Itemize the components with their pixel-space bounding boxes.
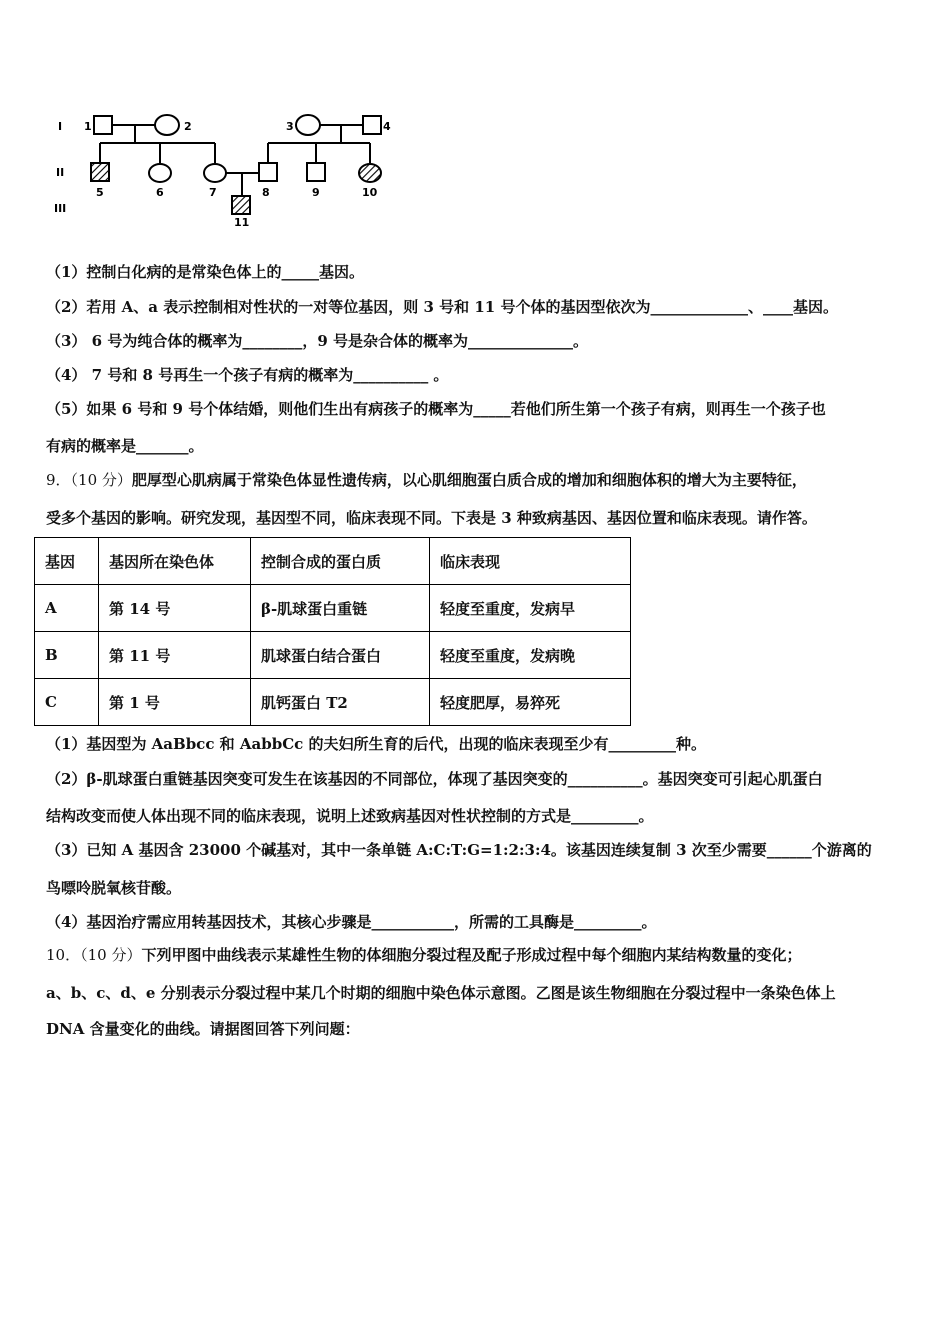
- table-cell: β-肌球蛋白重链: [251, 585, 430, 632]
- q9-part-3-cont: 鸟嘌呤脱氧核苷酸。: [46, 879, 182, 897]
- q8-part-5: （5）如果 6 号和 9 号个体结婚，则他们生出有病孩子的概率为_____若他们所生第一个孩子有病，则再生一个孩子也: [46, 400, 826, 418]
- individual-3-female: [296, 115, 320, 135]
- table-cell: A: [35, 585, 99, 632]
- q10-intro: [46, 944, 801, 965]
- table-header-cell: 临床表现: [430, 538, 631, 585]
- table-row: [35, 585, 631, 632]
- table-header-row: [35, 538, 631, 585]
- gene-table: [34, 537, 631, 726]
- individual-4-male: [363, 116, 381, 134]
- table-cell: 轻度至重度，发病早: [430, 585, 631, 632]
- individual-9-male: [307, 163, 325, 181]
- q8-part-5-cont: 有病的概率是_______。: [46, 437, 204, 455]
- individual-label-4: 4: [383, 120, 391, 133]
- table-cell: 肌钙蛋白 T2: [251, 679, 430, 726]
- individual-label-1: 1: [84, 120, 92, 133]
- q9-part-3: （3）已知 A 基因含 23000 个碱基对，其中一条单链 A:C:T:G=1:2:3:4。该基因连续复制 3 次至少需要______个游离的: [46, 841, 872, 859]
- individual-label-6: 6: [156, 186, 164, 199]
- q9-part-2: （2）β-肌球蛋白重链基因突变可发生在该基因的不同部位，体现了基因突变的__________。基因突变可引起心肌蛋白: [46, 770, 823, 788]
- table-cell: 第 11 号: [99, 632, 251, 679]
- q8-part-1: （1）控制白化病的是常染色体上的_____基因。: [46, 263, 364, 281]
- q8-part-4: （4） 7 号和 8 号再生一个孩子有病的概率为__________ 。: [46, 366, 449, 384]
- table-row: [35, 632, 631, 679]
- table-cell: 轻度至重度，发病晚: [430, 632, 631, 679]
- table-cell: C: [35, 679, 99, 726]
- q9-number: 9．（10 分）: [46, 471, 132, 489]
- q9-intro-cont: 受多个基因的影响。研究发现，基因型不同，临床表现不同。下表是 3 种致病基因、基因位置和临床表现。请作答。: [46, 509, 817, 527]
- table-cell: 第 14 号: [99, 585, 251, 632]
- q8-part-2: （2）若用 A、a 表示控制相对性状的一对等位基因，则 3 号和 11 号个体的基因型依次为_____________、____基因。: [46, 298, 838, 316]
- table-cell: 轻度肥厚，易猝死: [430, 679, 631, 726]
- generation-label-iii: III: [54, 202, 67, 215]
- individual-label-3: 3: [286, 120, 294, 133]
- individual-1-male: [94, 116, 112, 134]
- q8-part-3: （3） 6 号为纯合体的概率为________，9 号是杂合体的概率为______________。: [46, 332, 588, 350]
- table-row: [35, 679, 631, 726]
- individual-label-7: 7: [209, 186, 217, 199]
- individual-10-affected-female: [359, 164, 381, 182]
- individual-label-10: 10: [362, 186, 378, 199]
- generation-label-i: I: [58, 120, 63, 133]
- individual-label-2: 2: [184, 120, 192, 133]
- q10-intro-cont-2: DNA 含量变化的曲线。请据图回答下列问题：: [46, 1020, 360, 1038]
- table-cell: B: [35, 632, 99, 679]
- table-cell: 第 1 号: [99, 679, 251, 726]
- table-header-cell: 基因所在染色体: [99, 538, 251, 585]
- individual-label-8: 8: [262, 186, 270, 199]
- table-header-cell: 基因: [35, 538, 99, 585]
- q9-part-1: （1）基因型为 AaBbcc 和 AabbCc 的夫妇所生育的后代，出现的临床表现至少有_________种。: [46, 735, 707, 753]
- q10-number: 10．（10 分）: [46, 946, 142, 964]
- individual-8-male: [259, 163, 277, 181]
- generation-label-ii: II: [56, 166, 65, 179]
- q9-intro-text: 肥厚型心肌病属于常染色体显性遗传病，以心肌细胞蛋白质合成的增加和细胞体积的增大为主要特征，: [131, 471, 807, 489]
- individual-label-5: 5: [96, 186, 104, 199]
- q9-intro: [46, 469, 807, 490]
- q10-intro-cont-1: a、b、c、d、e 分别表示分裂过程中某几个时期的细胞中染色体示意图。乙图是该生物细胞在分裂过程中一条染色体上: [46, 984, 836, 1002]
- q9-part-4: （4）基因治疗需应用转基因技术，其核心步骤是___________，所需的工具酶是_________。: [46, 913, 657, 931]
- individual-label-11: 11: [234, 216, 250, 229]
- table-header-cell: 控制合成的蛋白质: [251, 538, 430, 585]
- individual-2-female: [155, 115, 179, 135]
- individual-6-female: [149, 164, 171, 182]
- table-cell: 肌球蛋白结合蛋白: [251, 632, 430, 679]
- q10-intro-text: 下列甲图中曲线表示某雄性生物的体细胞分裂过程及配子形成过程中每个细胞内某结构数量的变化；: [141, 946, 802, 964]
- individual-label-9: 9: [312, 186, 320, 199]
- individual-5-affected-male: [91, 163, 109, 181]
- pedigree-diagram: [50, 108, 410, 236]
- q9-part-2-cont: 结构改变而使人体出现不同的临床表现，说明上述致病基因对性状控制的方式是_________。: [46, 807, 654, 825]
- individual-7-female: [204, 164, 226, 182]
- individual-11-affected-male: [232, 196, 250, 214]
